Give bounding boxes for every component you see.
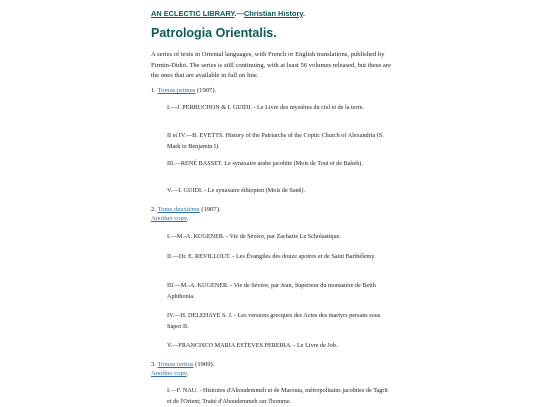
another-copy-link[interactable]: Another copy	[151, 370, 187, 377]
volume-link[interactable]: Tomus tertius	[157, 361, 194, 368]
volume-year: (1907).	[195, 87, 217, 94]
volume-part: V.—I. GUIDI. - Le synaxaire éthiopien (Mois de Sanê).	[167, 187, 306, 194]
another-copy-link[interactable]: Another copy	[151, 215, 187, 222]
breadcrumb-end: .	[302, 9, 306, 18]
volume-heading	[151, 86, 216, 97]
another-copy-end: .	[186, 370, 189, 377]
page-title: Patrologia Orientalis.	[151, 26, 277, 40]
volume-part: I.—F. NAU. - Histoires d'Ahoudemmeh et de Marouta, métropolitains jacobites de Tagrit et de l'Orient; Traité d'Ahoudemmeh sur l'homme.	[167, 387, 388, 405]
volume-part: I.—M.-A. KUGENER. - Vie de Sévère, par Zacharie Le Scholastique.	[167, 233, 341, 240]
breadcrumb-home-link[interactable]: AN ECLECTIC LIBRARY	[151, 9, 235, 18]
volume-part: IV.—H. DELEHAYE S. J. - Les versions grecques des Actes des martyrs persans sous Sapor II.	[167, 312, 381, 330]
volume-part: II.—Dr. E. REVILLOUT. - Les Évangiles des douze apotres et de Saint Barthélemy.	[167, 253, 376, 260]
another-copy	[151, 369, 188, 380]
volume-year: (1907).	[199, 206, 221, 213]
volume-number: 1.	[151, 87, 156, 94]
volume-part: III.—M.-A. KUGENER. - Vie de Sévère, par Jean, Supérieur du monastère de Beith Aphthonia.	[167, 282, 376, 300]
volume-part: I.—J. PERRUCHON & I. GUIDI. - Le Livre des mystères du ciel et de la terre.	[167, 104, 364, 111]
breadcrumb-separator: .—	[234, 9, 244, 18]
breadcrumb-section-link[interactable]: Christian History	[243, 9, 303, 18]
breadcrumb	[151, 9, 305, 18]
volume-year: (1909).	[193, 361, 215, 368]
another-copy	[151, 214, 188, 225]
volume-part: II et IV.—B. EVETTS. History of the Patriarchs of the Coptic Church of Alexandria (S. Mark to Benjamin I).	[167, 132, 384, 150]
volume-link[interactable]: Tome deuxième	[157, 206, 200, 213]
volume-number: 3.	[151, 361, 156, 368]
volume-link[interactable]: Tomus primus	[157, 87, 196, 94]
volume-part: V.—FRANCISCO MARIA ESTEVES PEREIRA. - Le Livre de Job.	[167, 342, 338, 349]
another-copy-end: .	[186, 215, 189, 222]
volume-part: III.—RENÉ BASSET. Le synaxaire arabe jacobite (Mois de Tout et de Babeh).	[167, 160, 363, 167]
volume-number: 2.	[151, 206, 156, 213]
intro-paragraph: A series of texts in Oriental languages, with French or English translations, published by Firmin-Didot. The series is still continuing, with at least 56 volumes released, but these are the ones that are available in full on line.	[151, 51, 391, 79]
